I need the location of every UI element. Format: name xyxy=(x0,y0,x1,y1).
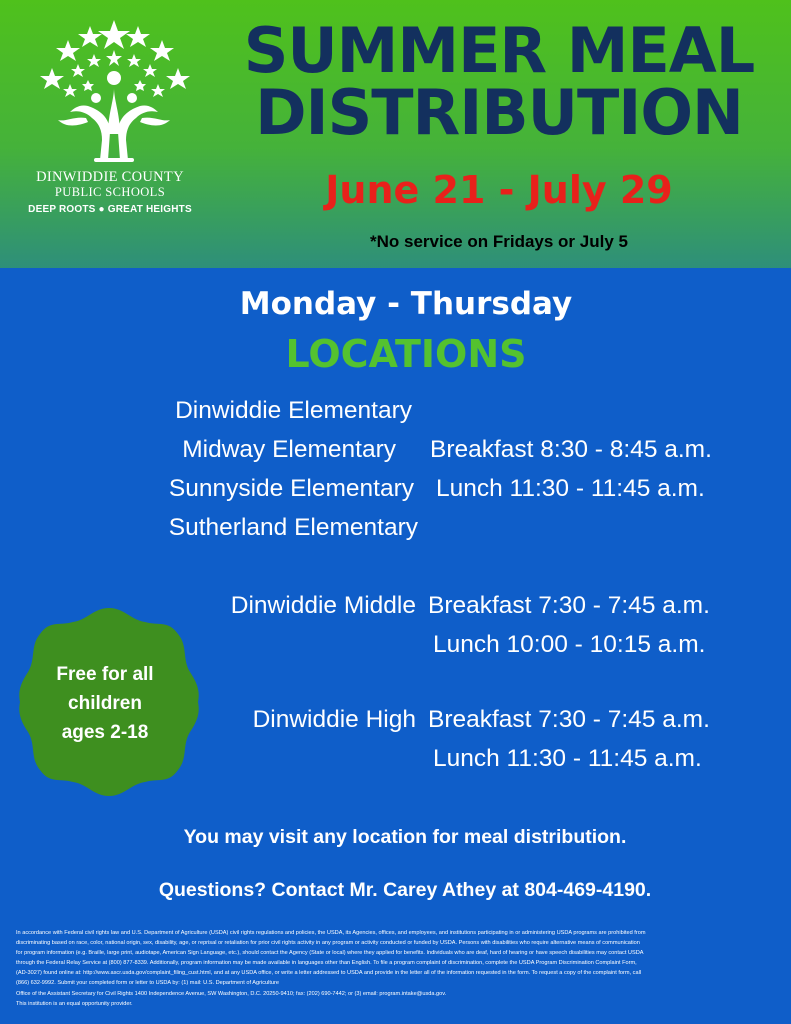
district-name xyxy=(22,170,198,200)
fine-print-line: Office of the Assistant Secretary for Civil Rights 1400 Independence Avenue, SW Washington, D.C. 20250-9410; fax: (202) 690-7442; or (3) email: program.intake@usda.gov. xyxy=(16,990,447,997)
school-name: Midway Elementary xyxy=(182,436,396,463)
high-lunch-time: Lunch 11:30 - 11:45 a.m. xyxy=(433,745,702,772)
tree-stars-logo-icon xyxy=(30,14,198,164)
school-name: Dinwiddie High xyxy=(252,706,416,733)
elementary-breakfast-time: Breakfast 8:30 - 8:45 a.m. xyxy=(430,436,712,463)
middle-lunch-time: Lunch 10:00 - 10:15 a.m. xyxy=(433,631,706,658)
badge-line1: Free for all xyxy=(56,664,154,685)
visit-any-location-text: You may visit any location for meal distribution. xyxy=(183,826,627,848)
school-name: Dinwiddie Elementary xyxy=(175,397,412,424)
elementary-lunch-time: Lunch 11:30 - 11:45 a.m. xyxy=(436,475,705,502)
days-heading: Monday - Thursday xyxy=(239,286,573,322)
middle-breakfast-time: Breakfast 7:30 - 7:45 a.m. xyxy=(428,592,710,619)
free-meals-badge xyxy=(14,604,204,798)
district-tagline: DEEP ROOTS ● GREAT HEIGHTS xyxy=(28,204,192,215)
title-line1: SUMMER MEAL xyxy=(243,14,755,87)
locations-heading: LOCATIONS xyxy=(285,332,527,376)
fine-print-line: (AD-3027) found online at: http://www.ascr.usda.gov/complaint_filing_cust.html, and at any USDA office, or write a letter addressed to USDA and provide in the letter all of the information requested in the form. To request a copy of the complaint form, call xyxy=(16,970,642,977)
page-title xyxy=(214,14,784,149)
school-name: Sunnyside Elementary xyxy=(168,475,414,502)
service-note: *No service on Fridays or July 5 xyxy=(370,232,628,251)
badge-text xyxy=(14,660,196,747)
title-line2: DISTRIBUTION xyxy=(255,76,743,149)
district-line2: PUBLIC SCHOOLS xyxy=(54,185,166,199)
fine-print-line: through the Federal Relay Service at (800) 877-8339. Additionally, program information may be made available in languages other than English. To file a program complaint of discrimination, complete the USDA Program Discrimination Complaint Form, xyxy=(16,960,637,967)
badge-line3: ages 2-18 xyxy=(61,722,149,743)
district-line1: DINWIDDIE COUNTY xyxy=(36,169,184,185)
usda-nondiscrimination-statement xyxy=(16,928,776,1009)
district-logo xyxy=(22,14,202,224)
fine-print-line: This institution is an equal opportunity provider. xyxy=(16,1000,133,1007)
header-banner xyxy=(0,0,791,268)
school-name: Dinwiddie Middle xyxy=(230,592,416,619)
school-name: Sutherland Elementary xyxy=(168,514,418,541)
badge-line2: children xyxy=(68,693,142,714)
fine-print-line: discriminating based on race, color, national origin, sex, disability, age, or reprisal or retaliation for prior civil rights activity in any program or activity conducted or funded by USDA. Persons with disabilities who require alternative means of communication xyxy=(16,940,640,947)
fine-print-line: (866) 632-9992. Submit your completed form or letter to USDA by: (1) mail: U.S. Department of Agriculture xyxy=(16,980,280,987)
contact-text: Questions? Contact Mr. Carey Athey at 804-469-4190. xyxy=(158,879,652,901)
high-breakfast-time: Breakfast 7:30 - 7:45 a.m. xyxy=(428,706,710,733)
fine-print-line: In accordance with Federal civil rights law and U.S. Department of Agriculture (USDA) civil rights regulations and policies, the USDA, its Agencies, offices, and employees, and institutions participating in or administering USDA programs are prohibited from xyxy=(16,930,646,936)
fine-print-line: for program information (e.g. Braille, large print, audiotape, American Sign Language, etc.), should contact the Agency (State or local) where they applied for benefits. Individuals who are deaf, hard of hearing or have speech disabilities may contact USDA xyxy=(16,950,644,957)
date-range: June 21 - July 29 xyxy=(325,168,673,212)
